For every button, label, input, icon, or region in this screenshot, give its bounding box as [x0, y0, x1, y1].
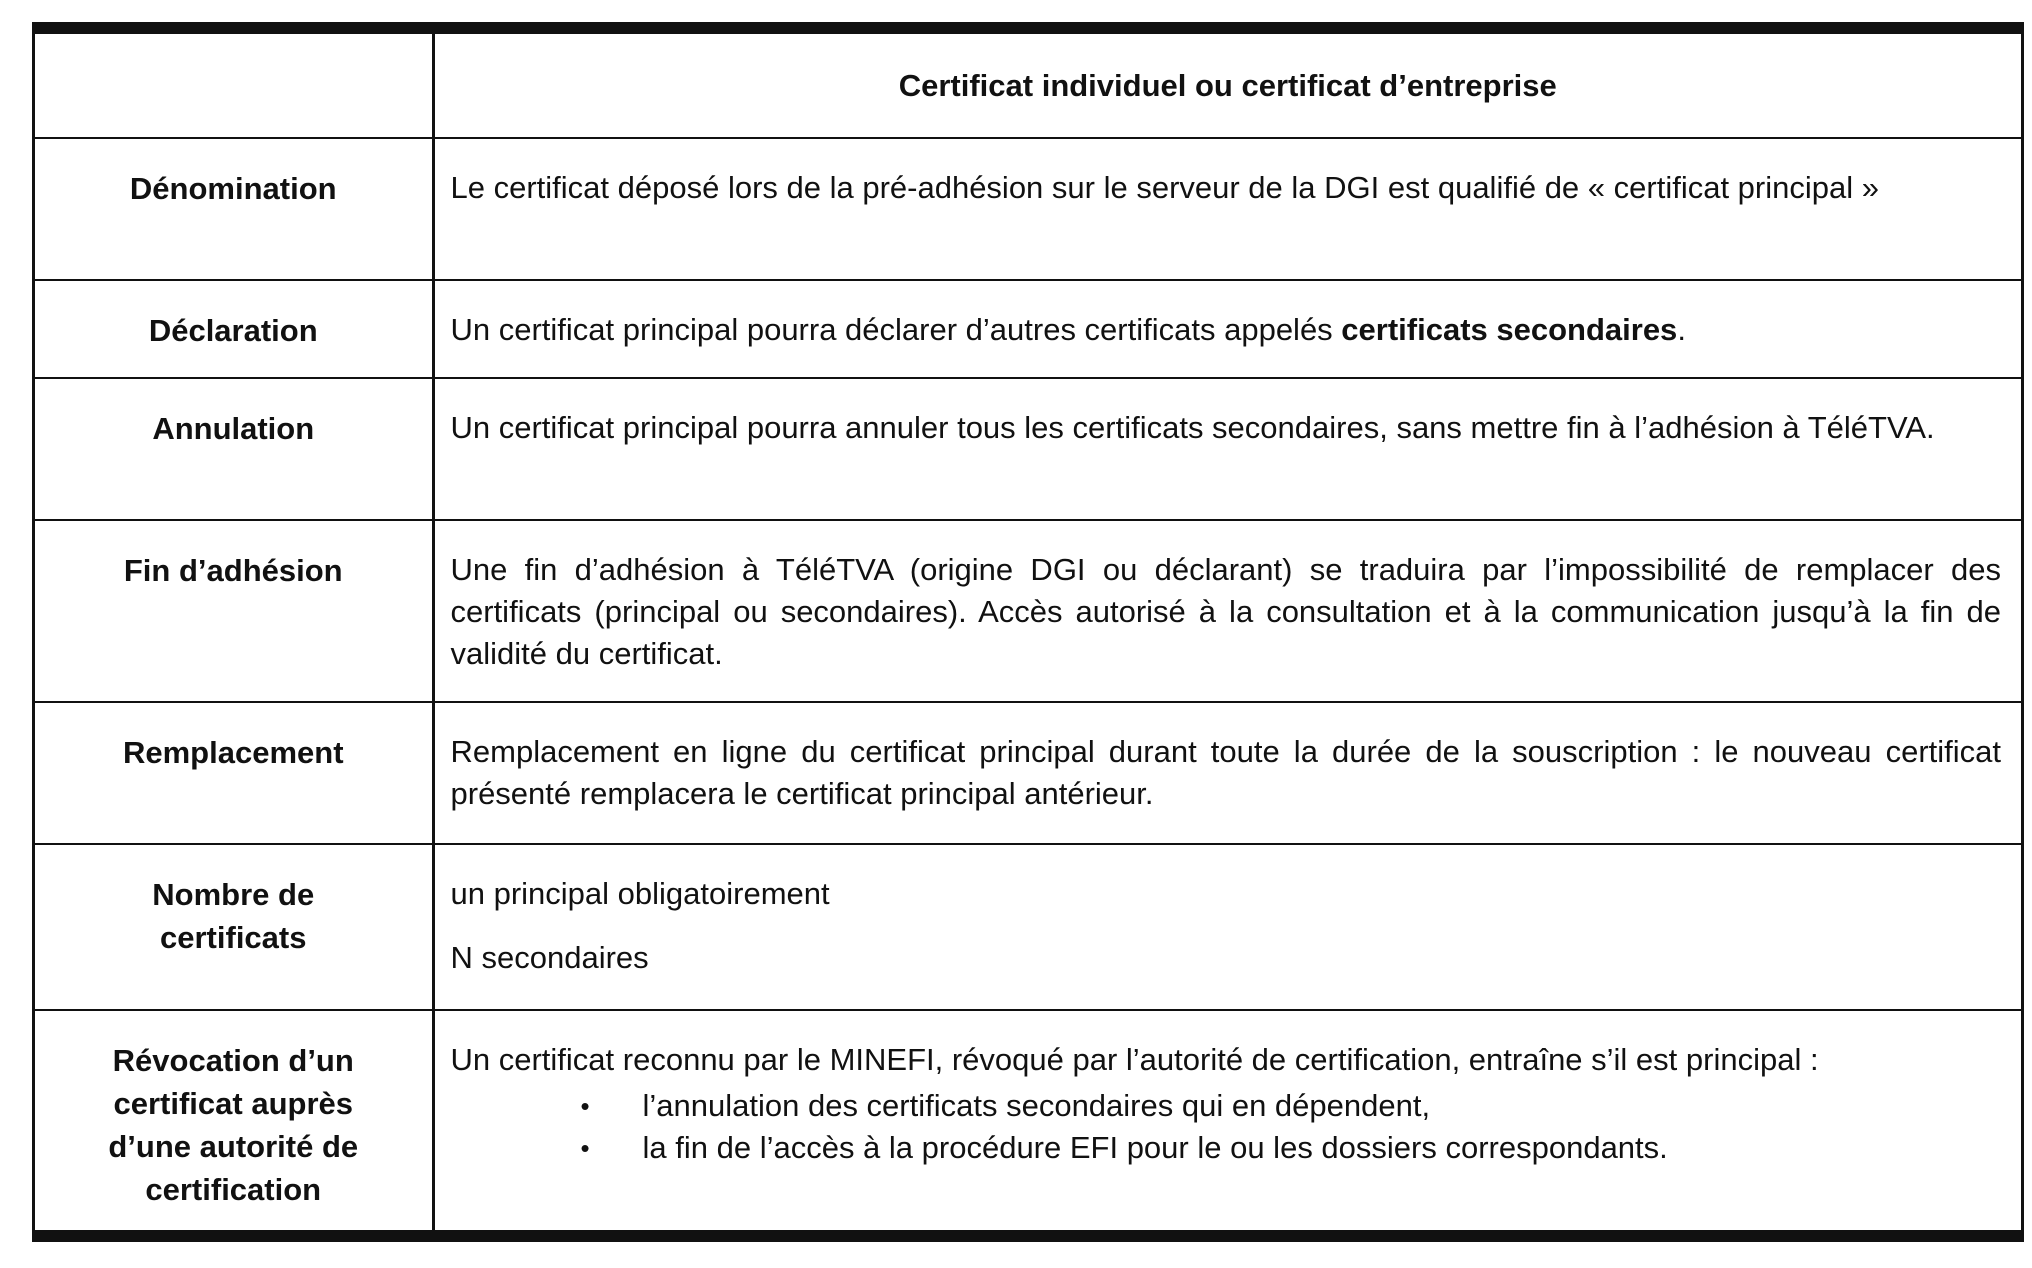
- table-row: [35, 520, 2021, 702]
- row-text: [451, 309, 2002, 351]
- row-content-revocation: [433, 1010, 2021, 1230]
- table-row: [35, 138, 2021, 280]
- list-item: [581, 1127, 2002, 1169]
- row-label-declaration: Déclaration: [35, 280, 433, 378]
- header-empty-cell: [35, 34, 433, 138]
- declaration-text-after: .: [1677, 312, 1686, 347]
- label-line: certificats: [160, 920, 307, 955]
- row-text: Le certificat déposé lors de la pré-adhésion sur le serveur de la DGI est qualifié de « certificat principal »: [450, 170, 1879, 205]
- label-line: Nombre de: [152, 877, 315, 912]
- row-content-remplacement: [433, 702, 2021, 844]
- row-text: Remplacement en ligne du certificat principal durant toute la durée de la souscription : le nouveau certificat présenté remplacera le certificat principal antérieur.: [450, 734, 2001, 811]
- header-title: Certificat individuel ou certificat d’entreprise: [433, 34, 2021, 138]
- row-content-nombre-certificats: [433, 844, 2021, 1010]
- row-content-annulation: [433, 378, 2021, 520]
- label-line: certification: [145, 1172, 322, 1207]
- table-row: [35, 702, 2021, 844]
- row-label-denomination: Dénomination: [35, 138, 433, 280]
- bullet-list: [451, 1085, 2002, 1169]
- declaration-text-before: Un certificat principal pourra déclarer d’autres certificats appelés: [450, 312, 1342, 347]
- row-content-denomination: [433, 138, 2021, 280]
- label-line: Révocation d’un: [112, 1043, 354, 1078]
- table-row: [35, 1010, 2021, 1230]
- row-label-nombre-certificats: [35, 844, 433, 1010]
- table-row: [35, 844, 2021, 1010]
- certificate-table: [35, 34, 2021, 1230]
- list-item-text: la fin de l’accès à la procédure EFI pour le ou les dossiers correspondants.: [642, 1130, 1668, 1165]
- label-line: d’une autorité de: [108, 1129, 359, 1164]
- row-content-fin-adhesion: [433, 520, 2021, 702]
- row-text-line1: un principal obligatoirement: [450, 876, 830, 911]
- table-row: [35, 280, 2021, 378]
- declaration-text-bold: certificats secondaires: [1341, 312, 1678, 347]
- row-text: Un certificat principal pourra annuler tous les certificats secondaires, sans mettre fin à l’adhésion à TéléTVA.: [450, 410, 1935, 445]
- table-header-row: [35, 34, 2021, 138]
- label-line: certificat auprès: [113, 1086, 353, 1121]
- row-label-annulation: Annulation: [35, 378, 433, 520]
- certificate-table-frame: [32, 22, 2024, 1242]
- row-label-remplacement: Remplacement: [35, 702, 433, 844]
- row-text: Une fin d’adhésion à TéléTVA (origine DGI ou déclarant) se traduira par l’impossibilité de remplacer des certificats (principal ou secondaires). Accès autorisé à la consultation et à la communication jusqu’à la fin de validité du certificat.: [450, 552, 2001, 671]
- row-text-line2: N secondaires: [450, 940, 649, 975]
- row-content-declaration: [433, 280, 2021, 378]
- row-text: Un certificat reconnu par le MINEFI, révoqué par l’autorité de certification, entraîne s’il est principal :: [450, 1042, 1819, 1077]
- bullet-icon: •: [580, 1091, 590, 1121]
- bullet-icon: •: [580, 1133, 590, 1163]
- list-item: [581, 1085, 2002, 1127]
- row-label-fin-adhesion: Fin d’adhésion: [35, 520, 433, 702]
- table-row: [35, 378, 2021, 520]
- row-label-revocation: [35, 1010, 433, 1230]
- list-item-text: l’annulation des certificats secondaires qui en dépendent,: [642, 1088, 1431, 1123]
